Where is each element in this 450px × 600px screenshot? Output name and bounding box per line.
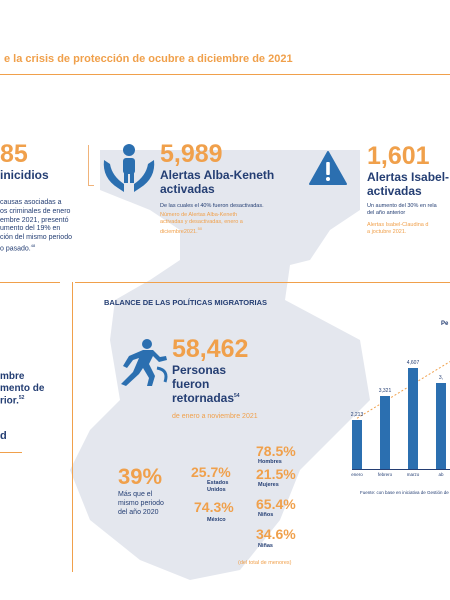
femicidios-divider-bottom [88,185,94,186]
chart-title: Pe [441,321,449,327]
chart-source: Fuente: con base en iniciativa de Gestión de [360,490,449,495]
alba-link-text [160,212,290,236]
femicidios-desc-line: umento del 19% en [0,225,61,233]
returnees-label-line: retornadas$^{54}$ [172,390,240,405]
chart-bar [380,396,390,469]
chart-data-label: 4,607 [406,359,420,366]
minors-footnote: (del total de menores) [238,560,292,566]
page-title: e la crisis de protección de ocubre a diciembre de 2021 [4,53,293,65]
femicidios-label: inicidios [0,168,49,182]
isabel-link-text [367,222,428,236]
left-fragment-line: rior.$^{52}$ [0,395,25,407]
child-protection-icon [100,140,158,195]
demographic-girls-label: Niñas [258,543,273,549]
demographic-boys-label: Niños [258,512,274,518]
left-fragment-line: mbre [0,371,25,382]
isabel-desc-line: del año anterior [367,210,406,217]
isabel-link-line: a joctubre 2021. [367,229,407,236]
chart-data-label: 2,213 [350,412,364,419]
left-fragment-rule [0,452,22,453]
warning-icon [308,150,348,186]
isabel-link-line: Alertas Isabel-Claudina d [367,222,429,228]
returnees-period: de enero a noviembre 2021 [172,413,258,420]
isabel-number: 1,601 [367,142,430,170]
chart-tick-label: marzo [406,472,420,477]
femicidios-description [0,199,95,254]
demographic-men-percent: 78.5% [256,443,296,459]
demographic-women-percent: 21.5% [256,466,296,482]
alba-link-line: Número de Alertas Alba-Keneth [160,212,238,218]
chart-tick-label: enero [351,472,363,477]
isabel-desc-line: Un aumento del 30% en rela [367,203,437,209]
returnees-label [172,364,240,405]
demographic-women-label: Mujeres [258,482,279,488]
migration-section-title: BALANCE DE LAS POLÍTICAS MIGRATORIAS [104,298,268,307]
chart-bar [436,383,446,469]
femicidios-divider [88,145,89,185]
left-fragment-line: mento de [0,383,45,394]
origin-usa-percent: 25.7% [191,464,231,480]
returnees-label-line: Personas [172,363,227,377]
alba-label [160,169,274,197]
alba-label-line: Alertas Alba-Keneth [160,168,275,182]
left-fragment-letter: d [0,430,7,442]
origin-mexico-label: México [207,517,226,523]
bar-chart [352,340,450,480]
femicidios-desc-line: embre 2021, presentó [0,216,69,224]
chart-tick-label: ab [438,472,444,477]
chart-bar [352,420,362,469]
vertical-rule [72,282,73,572]
returnees-number: 58,462 [172,335,249,363]
alba-label-line: activadas [160,181,215,196]
femicidios-desc-line: causas asociadas a [0,199,62,206]
origin-mexico-percent: 74.3% [194,499,234,515]
alba-number: 5,989 [160,140,223,168]
demographic-boys-percent: 65.4% [256,496,296,512]
demographic-girls-percent: 34.6% [256,526,296,542]
demographic-men-label: Hombres [258,459,282,465]
header-rule [0,74,450,75]
femicidios-desc-line: o pasado.$^{48}$ [0,242,36,253]
increase-desc-line: del año 2020 [118,508,159,516]
origin-usa-label [207,480,228,493]
isabel-label-line: activadas [367,183,422,198]
returnees-label-line: fueron [172,376,210,391]
chart-data-label: 3,321 [378,387,392,394]
alba-link-line: activadas y desactivadas, enero a [160,219,243,226]
isabel-label-line: Alertas Isabel- [367,170,450,184]
isabel-label [367,171,449,199]
left-fragment-text [0,371,44,407]
origin-usa-label-line: Unidos [207,486,226,493]
middle-rule-right [75,282,450,283]
origin-usa-label-line: Estados [207,480,229,486]
femicidios-number: 85 [0,140,28,168]
alba-link-line: diciembre2021.50 [160,226,203,236]
chart-data-label: 3, [438,375,444,382]
middle-rule-left [0,282,60,283]
increase-desc-line: mismo periodo [118,499,164,507]
alba-description: De las cuales el 40% fueron desactivadas. [160,203,264,209]
increase-desc-line: Más que el [118,491,153,498]
running-person-icon [113,338,171,386]
isabel-description [367,203,437,217]
femicidios-desc-line: ción del mismo periodo [0,234,72,241]
increase-percent: 39% [118,464,163,489]
chart-tick-label: febrero [377,472,393,477]
increase-description [118,491,164,517]
femicidios-desc-line: os criminales de enero [0,207,71,215]
chart-bar [408,368,418,469]
